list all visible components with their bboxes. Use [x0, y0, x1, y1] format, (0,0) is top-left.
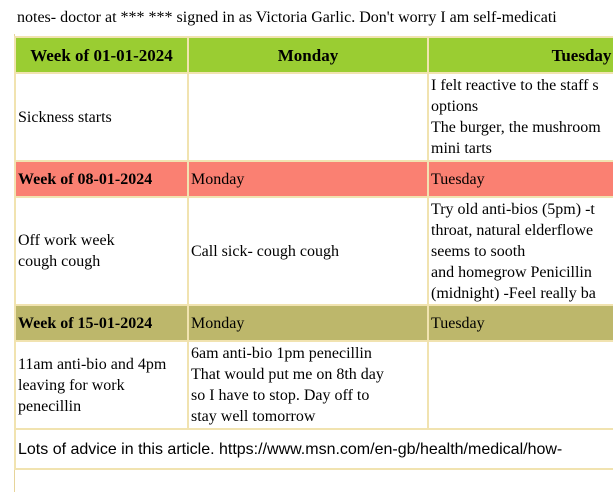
notes-text: notes- doctor at *** *** signed in as Victoria Garlic. Don't worry I am self-medicati — [17, 9, 557, 26]
week-header-row — [15, 161, 613, 197]
week-title: Week of 15-01-2024 — [15, 305, 188, 341]
week-entry-row — [15, 197, 613, 305]
day-header-tuesday: Tuesday — [428, 305, 613, 341]
cell-line: Off work week — [18, 232, 115, 249]
footer-row — [15, 429, 613, 469]
week-label-cell — [15, 73, 188, 161]
cell-line: Try old anti-bios (5pm) -t — [431, 200, 595, 218]
cell-line: 11am anti-bio and 4pm — [18, 355, 167, 373]
tuesday-cell — [428, 73, 613, 161]
cell-line: I felt reactive to the staff s — [431, 77, 599, 94]
tuesday-cell — [428, 197, 613, 305]
cell-line: leaving for work — [18, 376, 125, 394]
cell-line: That would put me on 8th day — [191, 366, 384, 383]
week-entry-row — [15, 341, 613, 429]
monday-cell — [188, 341, 428, 429]
week-label-cell — [15, 197, 188, 305]
cell-line: The burger, the mushroom — [431, 119, 601, 136]
footer-cell — [15, 429, 613, 469]
monday-cell — [188, 197, 428, 305]
day-header-monday: Monday — [188, 37, 428, 73]
cell-line: and homegrow Penicillin — [431, 263, 592, 281]
cell-line: Sickness starts — [18, 108, 112, 126]
cell-line: mini tarts — [431, 140, 492, 157]
schedule-table — [14, 36, 613, 470]
week-label-cell — [15, 341, 188, 429]
cell-line: stay well tomorrow — [191, 408, 316, 425]
footer-text: Lots of advice in this article. https://www.msn.com/en-gb/health/medical/how- — [18, 440, 563, 458]
monday-cell — [188, 73, 428, 161]
week-header-row — [15, 37, 613, 73]
day-header-tuesday: Tuesday — [428, 37, 613, 73]
week-title: Week of 01-01-2024 — [15, 37, 188, 73]
day-header-monday: Monday — [188, 161, 428, 197]
week-header-row — [15, 305, 613, 341]
cell-line: so I have to stop. Day off to — [191, 387, 370, 404]
cell-line: (midnight) -Feel really ba — [431, 284, 596, 302]
day-header-tuesday: Tuesday — [428, 161, 613, 197]
cell-line: Call sick- cough cough — [191, 242, 339, 260]
week-title: Week of 08-01-2024 — [15, 161, 188, 197]
cell-line: throat, natural elderflowe — [431, 221, 594, 239]
cell-line: seems to sooth — [431, 242, 526, 260]
day-header-monday: Monday — [188, 305, 428, 341]
cell-line: 6am anti-bio 1pm penecillin — [191, 345, 372, 362]
cell-line: penecillin — [18, 397, 82, 415]
week-entry-row — [15, 73, 613, 161]
tuesday-cell — [428, 341, 613, 429]
cell-line: options — [431, 98, 479, 115]
cell-line: cough cough — [18, 253, 101, 270]
